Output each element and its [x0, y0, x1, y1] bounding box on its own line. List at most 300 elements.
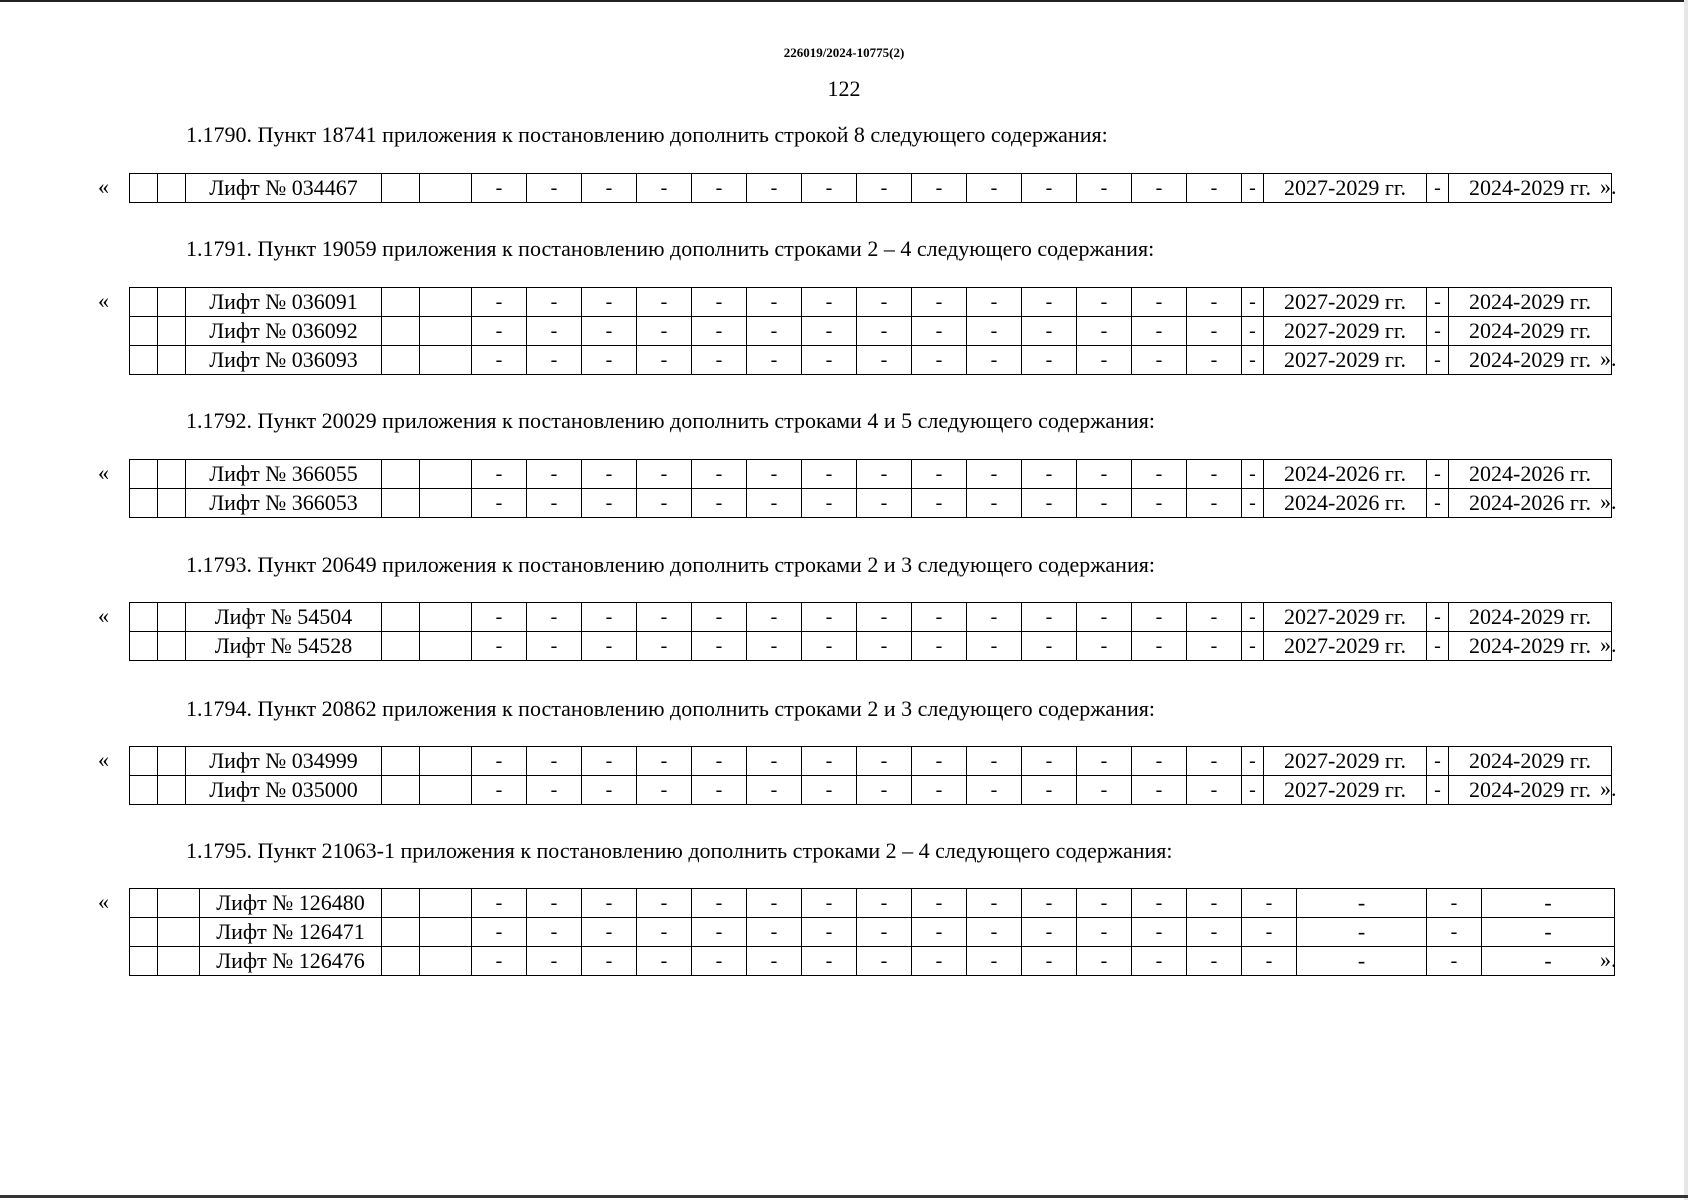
dash-cell: -	[912, 776, 967, 805]
period-cell: -	[1482, 947, 1615, 976]
dash-cell: -	[692, 603, 747, 632]
dash-cell: -	[1187, 889, 1242, 918]
dash-cell: -	[472, 747, 527, 776]
dash-cell: -	[802, 889, 857, 918]
quote-open: «	[98, 288, 109, 313]
dash-cell: -	[1022, 776, 1077, 805]
period-cell: 2024-2029 гг.	[1449, 317, 1612, 346]
empty-cell	[158, 603, 186, 632]
dash-cell: -	[1132, 288, 1187, 317]
dash-cell: -	[637, 747, 692, 776]
empty-cell	[130, 776, 158, 805]
quote-close: ».	[1600, 776, 1617, 801]
dash-cell: -	[1187, 747, 1242, 776]
empty-cell	[130, 317, 158, 346]
dash-cell: -	[1132, 346, 1187, 375]
lift-number-cell: Лифт № 034999	[186, 747, 382, 776]
dash-cell: -	[912, 947, 967, 976]
empty-cell	[158, 747, 186, 776]
quote-open: «	[98, 460, 109, 485]
dash-cell: -	[582, 947, 637, 976]
table-row	[130, 174, 1612, 203]
empty-cell	[420, 889, 472, 918]
period-cell: -	[1297, 947, 1427, 976]
empty-cell	[382, 460, 420, 489]
dash-cell: -	[1022, 174, 1077, 203]
period-cell: 2024-2026 гг.	[1449, 489, 1612, 518]
document-number: 226019/2024-10775(2)	[783, 45, 905, 60]
empty-cell	[130, 947, 158, 976]
quote-open: «	[98, 747, 109, 772]
dash-cell: -	[857, 747, 912, 776]
lift-table	[129, 746, 1612, 805]
quote-open: «	[98, 889, 109, 914]
dash-cell: -	[857, 776, 912, 805]
table-row	[130, 346, 1612, 375]
empty-cell	[158, 889, 200, 918]
dash-cell: -	[527, 889, 582, 918]
empty-cell	[158, 288, 186, 317]
lift-table	[129, 287, 1612, 375]
dash-cell: -	[582, 460, 637, 489]
lift-table	[129, 173, 1612, 203]
dash-cell: -	[472, 889, 527, 918]
dash-cell: -	[802, 776, 857, 805]
dash-cell: -	[472, 317, 527, 346]
empty-cell	[130, 288, 158, 317]
scan-right-margin	[1684, 0, 1688, 1200]
dash-cell: -	[802, 747, 857, 776]
dash-cell: -	[1077, 632, 1132, 661]
dash-cell: -	[1077, 288, 1132, 317]
dash-cell: -	[857, 317, 912, 346]
dash-cell: -	[1132, 489, 1187, 518]
dash-cell: -	[1077, 947, 1132, 976]
empty-cell	[130, 603, 158, 632]
empty-cell	[382, 603, 420, 632]
dash-cell: -	[637, 776, 692, 805]
dash-cell: -	[692, 317, 747, 346]
dash-cell: -	[1187, 603, 1242, 632]
dash-cell: -	[857, 288, 912, 317]
scan-bottom-border	[0, 1195, 1688, 1198]
dash-cell: -	[692, 489, 747, 518]
dash-cell: -	[1132, 632, 1187, 661]
dash-cell: -	[1077, 603, 1132, 632]
dash-cell: -	[1242, 288, 1264, 317]
dash-cell: -	[582, 346, 637, 375]
empty-cell	[420, 747, 472, 776]
period-cell: 2024-2026 гг.	[1264, 460, 1427, 489]
dash-cell: -	[692, 460, 747, 489]
dash-cell: -	[582, 632, 637, 661]
empty-cell	[420, 317, 472, 346]
dash-cell: -	[857, 918, 912, 947]
dash-cell: -	[637, 174, 692, 203]
table-row	[130, 776, 1612, 805]
dash-cell: -	[857, 889, 912, 918]
dash-cell: -	[1242, 632, 1264, 661]
lift-table	[129, 459, 1612, 518]
dash-cell: -	[912, 174, 967, 203]
quote-close: ».	[1600, 174, 1617, 199]
table-row	[130, 489, 1612, 518]
dash-cell: -	[472, 288, 527, 317]
dash-cell: -	[637, 346, 692, 375]
dash-cell: -	[527, 603, 582, 632]
dash-cell: -	[527, 346, 582, 375]
empty-cell	[420, 776, 472, 805]
empty-cell	[382, 174, 420, 203]
dash-cell: -	[1077, 747, 1132, 776]
dash-cell: -	[527, 776, 582, 805]
dash-cell: -	[1022, 947, 1077, 976]
page-number: 122	[827, 76, 861, 101]
empty-cell	[382, 288, 420, 317]
empty-cell	[420, 288, 472, 317]
period-cell: 2024-2029 гг.	[1449, 174, 1612, 203]
empty-cell	[130, 747, 158, 776]
dash-cell: -	[857, 947, 912, 976]
dash-cell: -	[1187, 489, 1242, 518]
dash-cell: -	[802, 947, 857, 976]
dash-cell: -	[967, 489, 1022, 518]
dash-cell: -	[582, 489, 637, 518]
empty-cell	[130, 346, 158, 375]
dash-cell: -	[802, 460, 857, 489]
dash-cell: -	[1427, 317, 1449, 346]
dash-cell: -	[1242, 889, 1297, 918]
empty-cell	[158, 947, 200, 976]
dash-cell: -	[692, 174, 747, 203]
dash-cell: -	[1427, 889, 1482, 918]
dash-cell: -	[802, 918, 857, 947]
dash-cell: -	[1427, 776, 1449, 805]
dash-cell: -	[1132, 947, 1187, 976]
dash-cell: -	[692, 947, 747, 976]
lift-number-cell: Лифт № 036092	[186, 317, 382, 346]
empty-cell	[158, 174, 186, 203]
dash-cell: -	[1022, 747, 1077, 776]
lift-number-cell: Лифт № 366055	[186, 460, 382, 489]
dash-cell: -	[692, 776, 747, 805]
dash-cell: -	[527, 317, 582, 346]
dash-cell: -	[527, 947, 582, 976]
dash-cell: -	[1427, 460, 1449, 489]
dash-cell: -	[637, 918, 692, 947]
period-cell: 2024-2026 гг.	[1264, 489, 1427, 518]
empty-cell	[130, 489, 158, 518]
lift-number-cell: Лифт № 034467	[186, 174, 382, 203]
dash-cell: -	[747, 317, 802, 346]
period-cell: 2027-2029 гг.	[1264, 776, 1427, 805]
empty-cell	[158, 632, 186, 661]
scan-top-border	[0, 0, 1688, 2]
dash-cell: -	[802, 317, 857, 346]
period-cell: -	[1297, 889, 1427, 918]
lift-number-cell: Лифт № 126476	[200, 947, 382, 976]
empty-cell	[420, 460, 472, 489]
dash-cell: -	[582, 889, 637, 918]
dash-cell: -	[527, 632, 582, 661]
quote-close: ».	[1600, 632, 1617, 657]
dash-cell: -	[1187, 317, 1242, 346]
dash-cell: -	[1242, 460, 1264, 489]
dash-cell: -	[967, 346, 1022, 375]
dash-cell: -	[967, 460, 1022, 489]
empty-cell	[158, 776, 186, 805]
table-row	[130, 947, 1615, 976]
empty-cell	[158, 489, 186, 518]
section-title: 1.1793. Пункт 20649 приложения к постановлению дополнить строками 2 и 3 следующего содержания:	[186, 552, 1155, 577]
dash-cell: -	[857, 174, 912, 203]
dash-cell: -	[527, 174, 582, 203]
dash-cell: -	[1022, 460, 1077, 489]
dash-cell: -	[637, 288, 692, 317]
dash-cell: -	[1242, 947, 1297, 976]
empty-cell	[158, 346, 186, 375]
dash-cell: -	[1242, 603, 1264, 632]
table-row	[130, 288, 1612, 317]
dash-cell: -	[582, 747, 637, 776]
dash-cell: -	[1242, 747, 1264, 776]
dash-cell: -	[1242, 317, 1264, 346]
dash-cell: -	[1187, 947, 1242, 976]
dash-cell: -	[637, 489, 692, 518]
dash-cell: -	[912, 747, 967, 776]
dash-cell: -	[1022, 346, 1077, 375]
dash-cell: -	[1427, 288, 1449, 317]
dash-cell: -	[1427, 346, 1449, 375]
dash-cell: -	[802, 288, 857, 317]
quote-close: ».	[1600, 489, 1617, 514]
table-row	[130, 632, 1612, 661]
dash-cell: -	[582, 174, 637, 203]
dash-cell: -	[967, 288, 1022, 317]
lift-number-cell: Лифт № 036093	[186, 346, 382, 375]
section-title: 1.1791. Пункт 19059 приложения к постановлению дополнить строками 2 – 4 следующего содержания:	[186, 236, 1155, 261]
dash-cell: -	[747, 489, 802, 518]
dash-cell: -	[967, 776, 1022, 805]
empty-cell	[158, 460, 186, 489]
dash-cell: -	[1187, 918, 1242, 947]
section-title: 1.1795. Пункт 21063-1 приложения к постановлению дополнить строками 2 – 4 следующего содержания:	[186, 838, 1173, 863]
dash-cell: -	[582, 317, 637, 346]
dash-cell: -	[912, 603, 967, 632]
dash-cell: -	[857, 603, 912, 632]
dash-cell: -	[1187, 632, 1242, 661]
empty-cell	[130, 889, 158, 918]
empty-cell	[382, 747, 420, 776]
dash-cell: -	[1077, 174, 1132, 203]
dash-cell: -	[967, 317, 1022, 346]
dash-cell: -	[912, 918, 967, 947]
dash-cell: -	[692, 889, 747, 918]
period-cell: 2027-2029 гг.	[1264, 317, 1427, 346]
empty-cell	[382, 632, 420, 661]
lift-number-cell: Лифт № 54528	[186, 632, 382, 661]
dash-cell: -	[1077, 317, 1132, 346]
dash-cell: -	[912, 288, 967, 317]
dash-cell: -	[582, 776, 637, 805]
dash-cell: -	[1427, 174, 1449, 203]
dash-cell: -	[472, 776, 527, 805]
dash-cell: -	[1132, 603, 1187, 632]
dash-cell: -	[582, 288, 637, 317]
dash-cell: -	[472, 346, 527, 375]
dash-cell: -	[912, 317, 967, 346]
period-cell: 2024-2029 гг.	[1449, 603, 1612, 632]
empty-cell	[420, 918, 472, 947]
dash-cell: -	[747, 603, 802, 632]
dash-cell: -	[912, 632, 967, 661]
empty-cell	[382, 889, 420, 918]
quote-close: ».	[1600, 346, 1617, 371]
period-cell: 2027-2029 гг.	[1264, 174, 1427, 203]
dash-cell: -	[1427, 947, 1482, 976]
dash-cell: -	[1077, 776, 1132, 805]
dash-cell: -	[692, 288, 747, 317]
dash-cell: -	[472, 947, 527, 976]
period-cell: 2024-2029 гг.	[1449, 776, 1612, 805]
empty-cell	[130, 918, 158, 947]
period-cell: -	[1297, 918, 1427, 947]
dash-cell: -	[802, 632, 857, 661]
dash-cell: -	[747, 889, 802, 918]
dash-cell: -	[1242, 489, 1264, 518]
dash-cell: -	[1132, 918, 1187, 947]
dash-cell: -	[1022, 489, 1077, 518]
dash-cell: -	[967, 632, 1022, 661]
dash-cell: -	[1077, 918, 1132, 947]
dash-cell: -	[472, 460, 527, 489]
dash-cell: -	[912, 489, 967, 518]
dash-cell: -	[802, 489, 857, 518]
empty-cell	[420, 346, 472, 375]
dash-cell: -	[747, 288, 802, 317]
lift-number-cell: Лифт № 035000	[186, 776, 382, 805]
empty-cell	[382, 776, 420, 805]
dash-cell: -	[527, 288, 582, 317]
period-cell: 2024-2029 гг.	[1449, 632, 1612, 661]
section-title: 1.1790. Пункт 18741 приложения к постановлению дополнить строкой 8 следующего содержания:	[186, 122, 1108, 147]
empty-cell	[158, 918, 200, 947]
empty-cell	[130, 632, 158, 661]
quote-open: «	[98, 603, 109, 628]
period-cell: 2024-2029 гг.	[1449, 346, 1612, 375]
dash-cell: -	[582, 918, 637, 947]
dash-cell: -	[472, 918, 527, 947]
dash-cell: -	[1187, 174, 1242, 203]
dash-cell: -	[967, 174, 1022, 203]
dash-cell: -	[1022, 317, 1077, 346]
dash-cell: -	[1077, 889, 1132, 918]
period-cell: 2024-2026 гг.	[1449, 460, 1612, 489]
dash-cell: -	[1242, 174, 1264, 203]
quote-open: «	[98, 174, 109, 199]
dash-cell: -	[967, 947, 1022, 976]
dash-cell: -	[912, 460, 967, 489]
dash-cell: -	[747, 918, 802, 947]
empty-cell	[158, 317, 186, 346]
empty-cell	[420, 603, 472, 632]
dash-cell: -	[1187, 460, 1242, 489]
dash-cell: -	[1022, 918, 1077, 947]
period-cell: -	[1482, 889, 1615, 918]
dash-cell: -	[527, 747, 582, 776]
empty-cell	[420, 947, 472, 976]
period-cell: 2024-2029 гг.	[1449, 288, 1612, 317]
dash-cell: -	[1022, 603, 1077, 632]
dash-cell: -	[692, 747, 747, 776]
dash-cell: -	[527, 460, 582, 489]
dash-cell: -	[582, 603, 637, 632]
dash-cell: -	[747, 947, 802, 976]
dash-cell: -	[912, 346, 967, 375]
dash-cell: -	[967, 603, 1022, 632]
period-cell: 2027-2029 гг.	[1264, 603, 1427, 632]
dash-cell: -	[1242, 346, 1264, 375]
dash-cell: -	[472, 174, 527, 203]
dash-cell: -	[1187, 776, 1242, 805]
dash-cell: -	[637, 632, 692, 661]
dash-cell: -	[527, 489, 582, 518]
period-cell: 2027-2029 гг.	[1264, 632, 1427, 661]
empty-cell	[130, 174, 158, 203]
dash-cell: -	[747, 460, 802, 489]
table-row	[130, 747, 1612, 776]
lift-number-cell: Лифт № 036091	[186, 288, 382, 317]
empty-cell	[382, 346, 420, 375]
dash-cell: -	[967, 747, 1022, 776]
dash-cell: -	[692, 346, 747, 375]
dash-cell: -	[637, 603, 692, 632]
dash-cell: -	[1132, 889, 1187, 918]
dash-cell: -	[802, 174, 857, 203]
dash-cell: -	[1022, 288, 1077, 317]
lift-number-cell: Лифт № 54504	[186, 603, 382, 632]
dash-cell: -	[967, 918, 1022, 947]
dash-cell: -	[1077, 489, 1132, 518]
lift-number-cell: Лифт № 126471	[200, 918, 382, 947]
table-row	[130, 460, 1612, 489]
table-row	[130, 317, 1612, 346]
dash-cell: -	[1077, 460, 1132, 489]
dash-cell: -	[637, 889, 692, 918]
lift-table	[129, 602, 1612, 661]
dash-cell: -	[1242, 918, 1297, 947]
dash-cell: -	[802, 603, 857, 632]
dash-cell: -	[1427, 632, 1449, 661]
dash-cell: -	[472, 489, 527, 518]
dash-cell: -	[1427, 603, 1449, 632]
dash-cell: -	[637, 947, 692, 976]
dash-cell: -	[637, 460, 692, 489]
period-cell: -	[1482, 918, 1615, 947]
dash-cell: -	[472, 603, 527, 632]
period-cell: 2027-2029 гг.	[1264, 288, 1427, 317]
dash-cell: -	[1187, 346, 1242, 375]
dash-cell: -	[747, 776, 802, 805]
dash-cell: -	[1427, 918, 1482, 947]
dash-cell: -	[967, 889, 1022, 918]
empty-cell	[382, 947, 420, 976]
dash-cell: -	[857, 460, 912, 489]
dash-cell: -	[1022, 632, 1077, 661]
dash-cell: -	[747, 174, 802, 203]
section-title: 1.1792. Пункт 20029 приложения к постановлению дополнить строками 4 и 5 следующего содержания:	[186, 408, 1155, 433]
dash-cell: -	[1132, 747, 1187, 776]
